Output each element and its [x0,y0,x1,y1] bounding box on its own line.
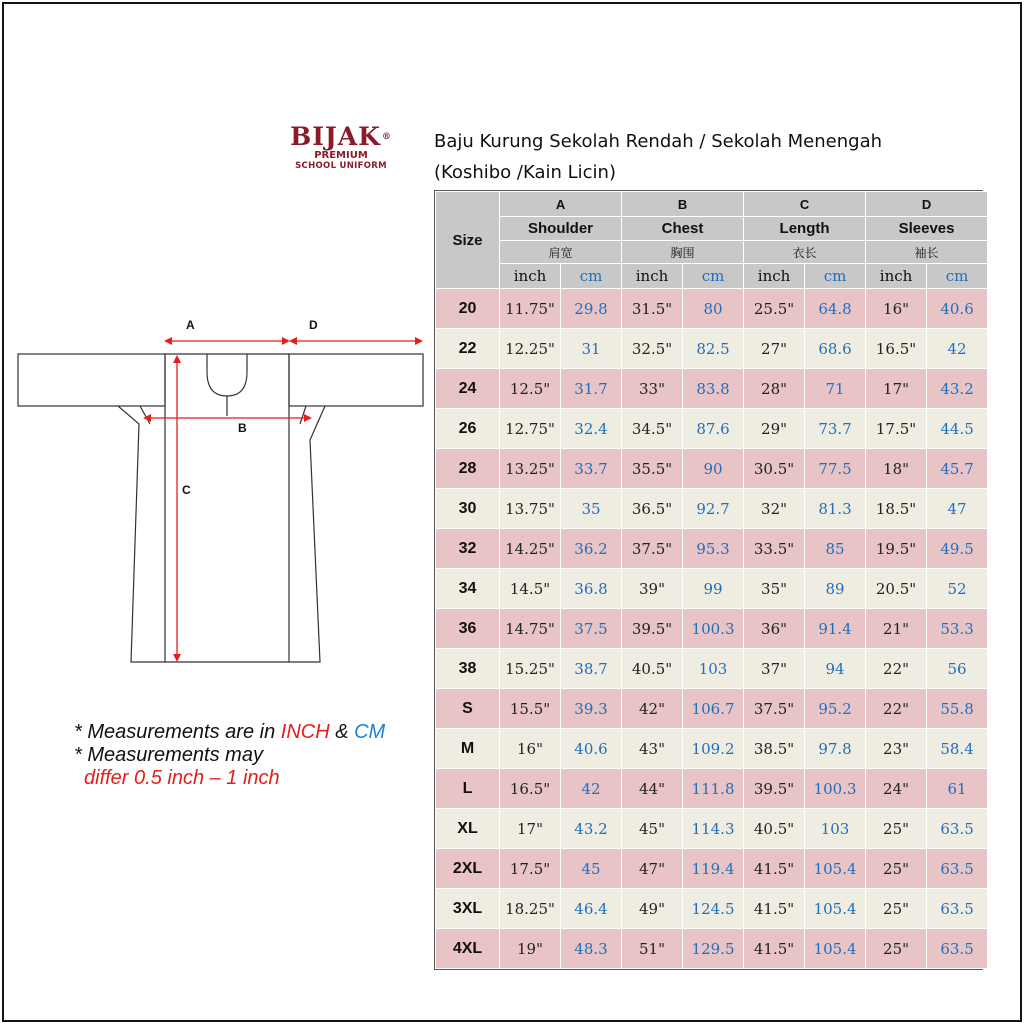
inch-value-cell: 40.5" [744,809,805,849]
cm-value-cell: 105.4 [805,889,866,929]
cm-value-cell: 77.5 [805,449,866,489]
right-flare [289,406,325,662]
cm-value-cell: 89 [805,569,866,609]
column-shoulder-chinese: 肩宽 [500,241,622,264]
table-row [436,489,988,529]
cm-value-cell: 37.5 [561,609,622,649]
column-length-chinese: 衣长 [744,241,866,264]
cm-value-cell: 45 [561,849,622,889]
table-row [436,609,988,649]
cm-value-cell: 49.5 [927,529,988,569]
cm-value-cell: 63.5 [927,929,988,969]
cm-value-cell: 90 [683,449,744,489]
inch-value-cell: 41.5" [744,889,805,929]
note-amp: & [329,721,355,743]
cm-value-cell: 99 [683,569,744,609]
inch-value-cell: 25" [866,889,927,929]
inch-value-cell: 40.5" [622,649,683,689]
cm-value-cell: 109.2 [683,729,744,769]
inch-value-cell: 39" [622,569,683,609]
size-cell: 3XL [436,889,500,929]
left-gusset [140,406,150,424]
label-c: C [182,483,191,497]
table-row [436,289,988,329]
unit-inch: inch [744,264,805,289]
inch-value-cell: 17.5" [500,849,561,889]
cm-value-cell: 47 [927,489,988,529]
inch-value-cell: 33" [622,369,683,409]
column-letter-d: D [866,192,988,217]
logo-brand-text: BIJAK [290,122,381,151]
size-cell: 24 [436,369,500,409]
note-cm: CM [354,721,386,743]
inch-value-cell: 33.5" [744,529,805,569]
table-row [436,769,988,809]
cm-value-cell: 119.4 [683,849,744,889]
inch-value-cell: 25.5" [744,289,805,329]
inch-value-cell: 32" [744,489,805,529]
cm-value-cell: 55.8 [927,689,988,729]
cm-value-cell: 68.6 [805,329,866,369]
column-letter-a: A [500,192,622,217]
column-letter-c: C [744,192,866,217]
cm-value-cell: 111.8 [683,769,744,809]
inch-value-cell: 16" [866,289,927,329]
inch-value-cell: 43" [622,729,683,769]
cm-value-cell: 52 [927,569,988,609]
inch-value-cell: 14.25" [500,529,561,569]
size-cell: 20 [436,289,500,329]
inch-value-cell: 44" [622,769,683,809]
label-d: D [309,318,318,332]
table-row [436,569,988,609]
note-prefix: * Measurements are in [74,721,281,743]
cm-value-cell: 106.7 [683,689,744,729]
unit-inch: inch [622,264,683,289]
inch-value-cell: 17" [500,809,561,849]
cm-value-cell: 29.8 [561,289,622,329]
table-row [436,849,988,889]
inch-value-cell: 17.5" [866,409,927,449]
cm-value-cell: 38.7 [561,649,622,689]
inch-value-cell: 16.5" [866,329,927,369]
inch-value-cell: 37" [744,649,805,689]
inch-value-cell: 25" [866,809,927,849]
cm-value-cell: 100.3 [683,609,744,649]
inch-value-cell: 20.5" [866,569,927,609]
neckline [207,354,247,396]
inch-value-cell: 41.5" [744,929,805,969]
cm-value-cell: 83.8 [683,369,744,409]
cm-value-cell: 87.6 [683,409,744,449]
unit-inch: inch [866,264,927,289]
inch-value-cell: 29" [744,409,805,449]
inch-value-cell: 35.5" [622,449,683,489]
left-flare [118,406,165,662]
inch-value-cell: 18.25" [500,889,561,929]
cm-value-cell: 40.6 [561,729,622,769]
cm-value-cell: 48.3 [561,929,622,969]
size-cell: M [436,729,500,769]
inch-value-cell: 51" [622,929,683,969]
cm-value-cell: 33.7 [561,449,622,489]
inch-value-cell: 42" [622,689,683,729]
title-line-2: (Koshibo /Kain Licin) [434,162,616,183]
inch-value-cell: 15.25" [500,649,561,689]
cm-value-cell: 100.3 [805,769,866,809]
size-cell: 2XL [436,849,500,889]
cm-value-cell: 114.3 [683,809,744,849]
inch-value-cell: 15.5" [500,689,561,729]
table-row [436,409,988,449]
inch-value-cell: 25" [866,849,927,889]
inch-value-cell: 17" [866,369,927,409]
cm-value-cell: 43.2 [927,369,988,409]
inch-value-cell: 35" [744,569,805,609]
unit-cm: cm [561,264,622,289]
cm-value-cell: 82.5 [683,329,744,369]
measurement-notes [74,721,434,790]
size-table [435,191,988,969]
cm-value-cell: 95.3 [683,529,744,569]
inch-value-cell: 21" [866,609,927,649]
inch-value-cell: 18" [866,449,927,489]
table-row [436,329,988,369]
size-cell: L [436,769,500,809]
inch-value-cell: 16.5" [500,769,561,809]
table-header [436,192,988,289]
inch-value-cell: 45" [622,809,683,849]
note-line-3: differ 0.5 inch – 1 inch [84,767,280,789]
column-length: Length [744,217,866,241]
inch-value-cell: 12.25" [500,329,561,369]
cm-value-cell: 42 [561,769,622,809]
table-row [436,369,988,409]
cm-value-cell: 53.3 [927,609,988,649]
unit-cm: cm [805,264,866,289]
unit-cm: cm [683,264,744,289]
note-inch: INCH [280,721,330,743]
size-cell: XL [436,809,500,849]
unit-inch: inch [500,264,561,289]
unit-cm: cm [927,264,988,289]
size-cell: 22 [436,329,500,369]
inch-value-cell: 49" [622,889,683,929]
cm-value-cell: 31.7 [561,369,622,409]
size-cell: 38 [436,649,500,689]
cm-value-cell: 36.2 [561,529,622,569]
cm-value-cell: 81.3 [805,489,866,529]
logo-school-uniform: SCHOOL UNIFORM [295,161,387,171]
size-cell: S [436,689,500,729]
table-row [436,729,988,769]
inch-value-cell: 12.5" [500,369,561,409]
inch-value-cell: 37.5" [622,529,683,569]
inch-value-cell: 39.5" [622,609,683,649]
cm-value-cell: 95.2 [805,689,866,729]
table-row [436,809,988,849]
column-sleeves-chinese: 袖长 [866,241,988,264]
inch-value-cell: 41.5" [744,849,805,889]
cm-value-cell: 40.6 [927,289,988,329]
inch-value-cell: 37.5" [744,689,805,729]
table-row [436,529,988,569]
cm-value-cell: 31 [561,329,622,369]
note-line-1 [74,721,434,744]
inch-value-cell: 36" [744,609,805,649]
inch-value-cell: 14.75" [500,609,561,649]
table-row [436,889,988,929]
inch-value-cell: 11.75" [500,289,561,329]
cm-value-cell: 103 [683,649,744,689]
right-gusset [300,406,306,424]
right-sleeve [289,354,423,406]
table-body [436,289,988,969]
inch-value-cell: 27" [744,329,805,369]
cm-value-cell: 61 [927,769,988,809]
cm-value-cell: 85 [805,529,866,569]
inch-value-cell: 25" [866,929,927,969]
cm-value-cell: 97.8 [805,729,866,769]
cm-value-cell: 44.5 [927,409,988,449]
cm-value-cell: 92.7 [683,489,744,529]
size-header: Size [436,192,500,289]
cm-value-cell: 105.4 [805,929,866,969]
inch-value-cell: 16" [500,729,561,769]
inch-value-cell: 23" [866,729,927,769]
table-row [436,929,988,969]
cm-value-cell: 129.5 [683,929,744,969]
inch-value-cell: 31.5" [622,289,683,329]
inch-value-cell: 39.5" [744,769,805,809]
inch-value-cell: 30.5" [744,449,805,489]
inch-value-cell: 36.5" [622,489,683,529]
inch-value-cell: 34.5" [622,409,683,449]
title-line-1: Baju Kurung Sekolah Rendah / Sekolah Menengah [434,131,883,152]
garment-diagram [0,0,430,700]
inch-value-cell: 38.5" [744,729,805,769]
cm-value-cell: 45.7 [927,449,988,489]
inch-value-cell: 13.25" [500,449,561,489]
label-a: A [186,318,195,332]
cm-value-cell: 103 [805,809,866,849]
table-row [436,689,988,729]
column-shoulder: Shoulder [500,217,622,241]
cm-value-cell: 43.2 [561,809,622,849]
size-cell: 32 [436,529,500,569]
table-row [436,649,988,689]
cm-value-cell: 63.5 [927,889,988,929]
cm-value-cell: 63.5 [927,809,988,849]
cm-value-cell: 46.4 [561,889,622,929]
inch-value-cell: 13.75" [500,489,561,529]
column-chest: Chest [622,217,744,241]
cm-value-cell: 64.8 [805,289,866,329]
cm-value-cell: 71 [805,369,866,409]
size-cell: 4XL [436,929,500,969]
cm-value-cell: 58.4 [927,729,988,769]
column-chest-chinese: 胸围 [622,241,744,264]
cm-value-cell: 42 [927,329,988,369]
size-cell: 26 [436,409,500,449]
cm-value-cell: 91.4 [805,609,866,649]
logo-premium: PREMIUM [314,150,368,161]
inch-value-cell: 24" [866,769,927,809]
measurement-arrows [145,341,421,660]
table-row [436,449,988,489]
cm-value-cell: 63.5 [927,849,988,889]
cm-value-cell: 56 [927,649,988,689]
cm-value-cell: 32.4 [561,409,622,449]
size-cell: 28 [436,449,500,489]
left-sleeve [18,354,165,406]
page-title [434,126,994,188]
cm-value-cell: 80 [683,289,744,329]
inch-value-cell: 19" [500,929,561,969]
column-letter-b: B [622,192,744,217]
inch-value-cell: 22" [866,649,927,689]
inch-value-cell: 28" [744,369,805,409]
cm-value-cell: 36.8 [561,569,622,609]
inch-value-cell: 12.75" [500,409,561,449]
garment-outline [18,354,423,662]
cm-value-cell: 105.4 [805,849,866,889]
cm-value-cell: 35 [561,489,622,529]
label-b: B [238,421,247,435]
note-line-2: * Measurements may [74,744,263,766]
size-cell: 36 [436,609,500,649]
cm-value-cell: 124.5 [683,889,744,929]
column-sleeves: Sleeves [866,217,988,241]
inch-value-cell: 19.5" [866,529,927,569]
inch-value-cell: 14.5" [500,569,561,609]
inch-value-cell: 22" [866,689,927,729]
inch-value-cell: 18.5" [866,489,927,529]
size-chart-table [434,190,983,970]
cm-value-cell: 94 [805,649,866,689]
cm-value-cell: 73.7 [805,409,866,449]
inch-value-cell: 32.5" [622,329,683,369]
inch-value-cell: 47" [622,849,683,889]
registered-mark: ® [381,132,392,142]
size-cell: 30 [436,489,500,529]
cm-value-cell: 39.3 [561,689,622,729]
size-cell: 34 [436,569,500,609]
